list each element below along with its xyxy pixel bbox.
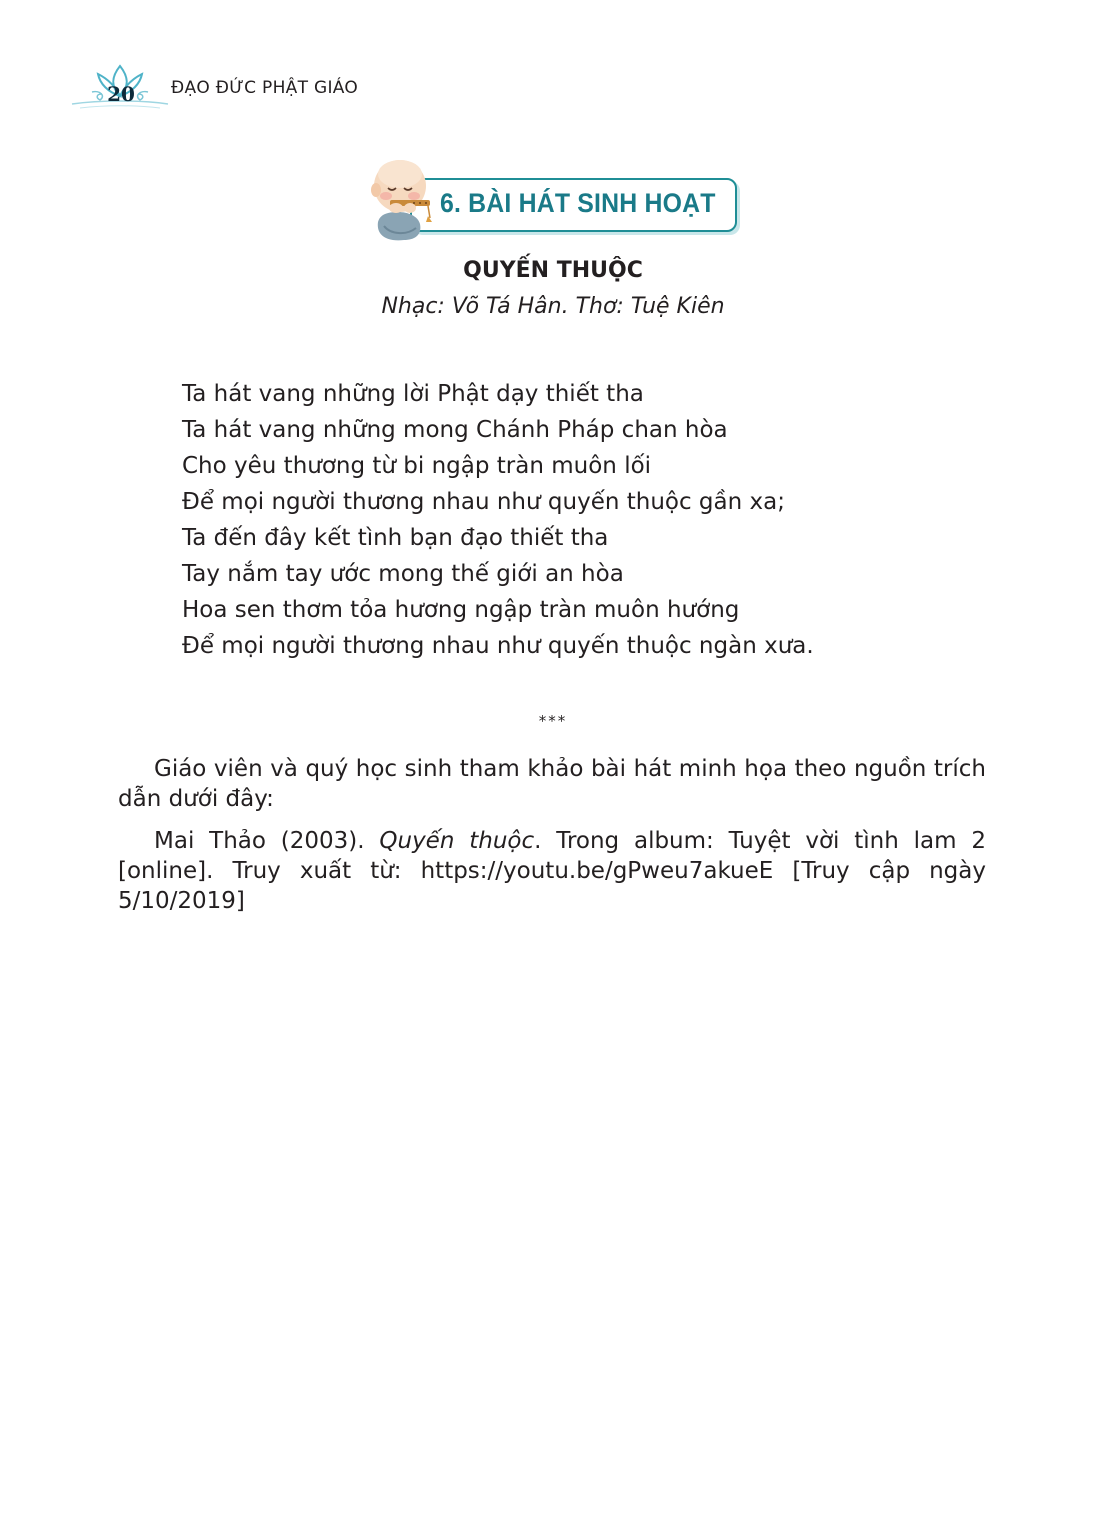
lyric-line: Ta hát vang những mong Chánh Pháp chan hòa [182, 417, 728, 443]
lyric-line: Tay nắm tay ước mong thế giới an hòa [182, 561, 624, 587]
section-separator: *** [538, 712, 568, 730]
citation-details: . Trong album: Tuyệt vời tình lam 2 [online]. Truy xuất từ: https://youtu.be/gPweu7akueE [Truy cập ngày 5/10/2019] [118, 828, 986, 914]
song-title: QUYẾN THUỘC [463, 258, 643, 283]
section-title: 6. BÀI HÁT SINH HOẠT [440, 188, 716, 218]
lyric-line: Ta đến đây kết tình bạn đạo thiết tha [182, 525, 609, 551]
book-title: ĐẠO ĐỨC PHẬT GIÁO [171, 78, 359, 98]
reference-intro: Giáo viên và quý học sinh tham khảo bài hát minh họa theo nguồn trích dẫn dưới đây: [118, 756, 986, 812]
lyric-line: Để mọi người thương nhau như quyến thuộc gần xa; [182, 489, 785, 515]
lyric-line: Ta hát vang những lời Phật dạy thiết tha [182, 381, 644, 407]
citation-author-year: Mai Thảo (2003). [154, 828, 380, 854]
citation-title: Quyến thuộc [379, 828, 535, 854]
lyric-line: Hoa sen thơm tỏa hương ngập tràn muôn hướng [182, 597, 740, 623]
lyric-line: Để mọi người thương nhau như quyến thuộc ngàn xưa. [182, 633, 814, 659]
page-number: 20 [107, 82, 135, 106]
song-credit: Nhạc: Võ Tá Hân. Thơ: Tuệ Kiên [381, 294, 725, 319]
monk-flute-illustration [370, 152, 450, 244]
reference-citation [118, 826, 986, 916]
page-header [70, 62, 470, 112]
lyric-line: Cho yêu thương từ bi ngập tràn muôn lối [182, 453, 652, 479]
section-banner [370, 152, 740, 244]
lyrics [182, 376, 814, 664]
